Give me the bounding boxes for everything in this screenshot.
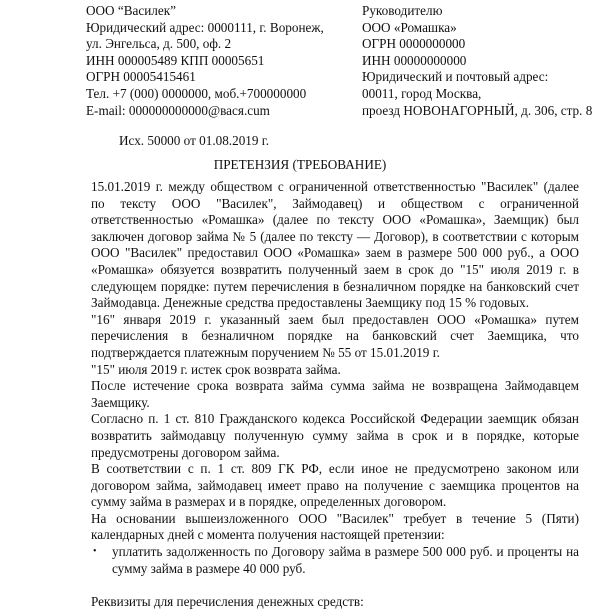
paragraph-civil-code-809: В соответствии с п. 1 ст. 809 ГК РФ, если иное не предусмотрено законом или договором займа, займодавец имеет право на получение с заемщика процентов на сумму займа в размерах и в порядке, определенных договором. — [91, 461, 579, 510]
paragraph-term-expired: "15" июля 2019 г. истек срок возврата займа. — [91, 361, 341, 377]
paragraph-not-returned: После истечение срока возврата займа сумма займа не возвращена Займодавцем Заемщику. — [91, 378, 579, 410]
sender-name: ООО “Василек” — [86, 3, 176, 18]
sender-legal-address: Юридический адрес: 0000111, г. Воронеж, — [86, 19, 324, 35]
recipient-street: проезд НОВОНАГОРНЫЙ, д. 306, стр. 8 — [362, 102, 593, 118]
outgoing-reference: Исх. 50000 от 01.08.2019 г. — [119, 133, 269, 148]
sender-inn-kpp: ИНН 000005489 КПП 00005651 — [86, 52, 265, 68]
sender-phone: Тел. +7 (000) 0000000, моб.+700000000 — [86, 85, 307, 101]
recipient-inn: ИНН 00000000000 — [362, 52, 467, 68]
demand-list-item — [91, 544, 579, 577]
sender-ogrn: ОГРН 00005415461 — [86, 69, 196, 85]
document-title: ПРЕТЕНЗИЯ (ТРЕБОВАНИЕ) — [213, 157, 387, 172]
spacer — [91, 577, 579, 594]
paragraph-demand: На основании вышеизложенного ООО "Василек" требует в течение 5 (Пяти) календарных дней с момента получения настоящей претензии: — [91, 510, 579, 543]
recipient-name: ООО «Ромашка» — [362, 19, 457, 35]
paragraph-loan-provided: "16" января 2019 г. указанный заем был предоставлен ООО «Ромашка» путем перечисления в безналичном порядке на банковский счет Заемщика, что подтверждается платежным поручением № 55 от 15.01.2019 г. — [91, 311, 579, 360]
recipient-title: Руководителю — [362, 3, 443, 18]
bullet-icon: • — [93, 546, 97, 558]
sender-block — [86, 3, 324, 119]
demand-list-item-text: уплатить задолженность по Договору займа в размере 500 000 руб. и проценты на сумму займа в размере 40 000 руб. — [112, 544, 579, 576]
requisites-heading: Реквизиты для перечисления денежных средств: — [91, 594, 364, 610]
paragraph-civil-code-810: Согласно п. 1 ст. 810 Гражданского кодекса Российской Федерации заемщик обязан возвратить займодавцу полученную сумму займа в срок и в порядке, которые предусмотрены договором займа. — [91, 411, 579, 460]
claim-body — [91, 179, 579, 611]
recipient-block — [362, 3, 592, 119]
sender-street: ул. Энгельса, д. 500, оф. 2 — [86, 36, 232, 52]
recipient-ogrn: ОГРН 0000000000 — [362, 36, 466, 52]
sender-email: E-mail: 000000000000@вася.cum — [86, 102, 270, 118]
recipient-city: 00011, город Москва, — [362, 85, 482, 101]
recipient-address-label: Юридический и почтовый адрес: — [362, 69, 549, 85]
paragraph-contract: 15.01.2019 г. между обществом с ограниченной ответственностью "Василек" (далее по тексту ООО "Василек", Займодавец) и обществом с ограниченной ответственностью «Ромашка» (далее по тексту ООО «Ромашка», Заемщик) был заключен договор займа № 5 (далее по тексту — Договор), в соответствии с которым ООО "Василек" предоставил ООО «Ромашка» заем в размере 500 000 руб., а ООО «Ромашка» обязуется возвратить полученный заем в срок до "15" июля 2019 г. в следующем порядке: путем перечисления в безналичном порядке на банковский счет Займодавца. Денежные средства предоставлены Заемщику под 15 % годовых. — [91, 179, 579, 311]
